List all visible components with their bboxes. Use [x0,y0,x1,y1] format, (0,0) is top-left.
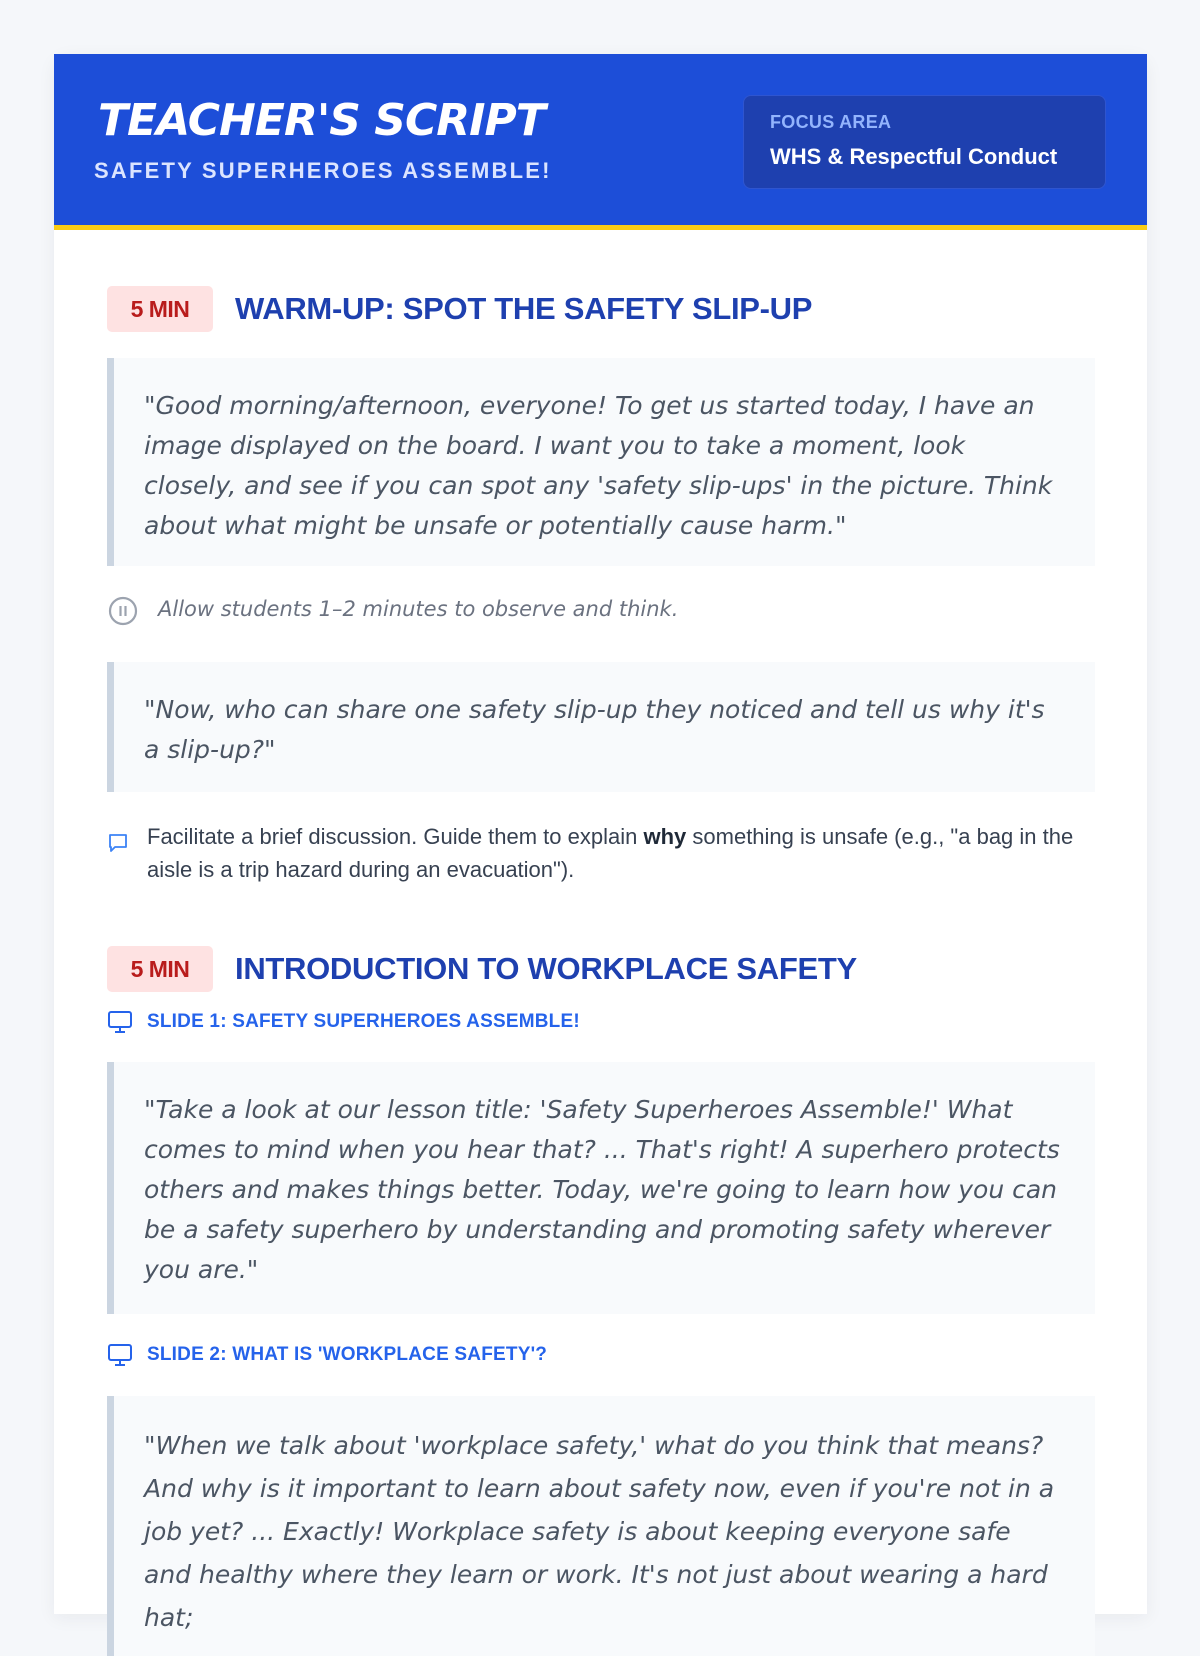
duration-badge: 5 MIN [107,946,213,992]
slide-2-label-text: SLIDE 2: WHAT IS 'WORKPLACE SAFETY'? [147,1344,548,1365]
script-quote: "Take a look at our lesson title: 'Safety Superheroes Assemble!' What comes to mind when you hear that? ... That's right! A superhero protects others and makes things better. Today, we're going to learn how you can be a safety superhero by understanding and promoting safety wherever you are." [107,1062,1095,1314]
monitor-icon [107,1341,135,1369]
pause-note [107,594,1095,628]
section-header-warm-up [107,286,812,332]
focus-area-box [743,95,1106,189]
chat-bubble-icon [107,820,143,860]
script-quote: "When we talk about 'workplace safety,' what do you think that means? And why is it important to learn about safety now, even if you're not in a job yet? ... Exactly! Workplace safety is about keeping everyone safe and healthy where they learn or work. It's not just about wearing a hard hat; [107,1396,1095,1656]
script-quote: "Now, who can share one safety slip-up they noticed and tell us why it's a slip-up?" [107,662,1095,792]
focus-area-value: WHS & Respectful Conduct [770,144,1058,169]
focus-area-label: FOCUS AREA [770,112,892,132]
script-card [54,54,1147,1632]
section-header-introduction [107,946,857,992]
page-subtitle: SAFETY SUPERHEROES ASSEMBLE! [94,158,552,183]
script-quote: "Good morning/afternoon, everyone! To get us started today, I have an image displayed on the board. I want you to take a moment, look closely, and see if you can spot any 'safety slip-ups' in the picture. Think about what might be unsafe or potentially cause harm." [107,358,1095,566]
discussion-note-text [147,820,1095,886]
discussion-note [107,820,1095,886]
slide-1-label [107,1008,580,1036]
pause-note-text: Allow students 1–2 minutes to observe and think. [158,597,679,621]
page-title: TEACHER'S SCRIPT [98,95,545,146]
duration-badge: 5 MIN [107,286,213,332]
header-banner [54,54,1147,230]
section-title: WARM-UP: SPOT THE SAFETY SLIP-UP [235,291,813,326]
monitor-icon [107,1008,135,1036]
discussion-text-end: something is unsafe (e.g., "a bag in the aisle is a trip hazard during an evacuation"). [147,824,1074,882]
pause-circle-icon [107,594,141,628]
slide-1-label-text: SLIDE 1: SAFETY SUPERHEROES ASSEMBLE! [147,1011,580,1032]
discussion-text-emphasis: why [643,824,687,849]
slide-2-label [107,1341,547,1369]
discussion-text-start: Facilitate a brief discussion. Guide them to explain [147,824,644,849]
section-title: INTRODUCTION TO WORKPLACE SAFETY [235,951,857,986]
